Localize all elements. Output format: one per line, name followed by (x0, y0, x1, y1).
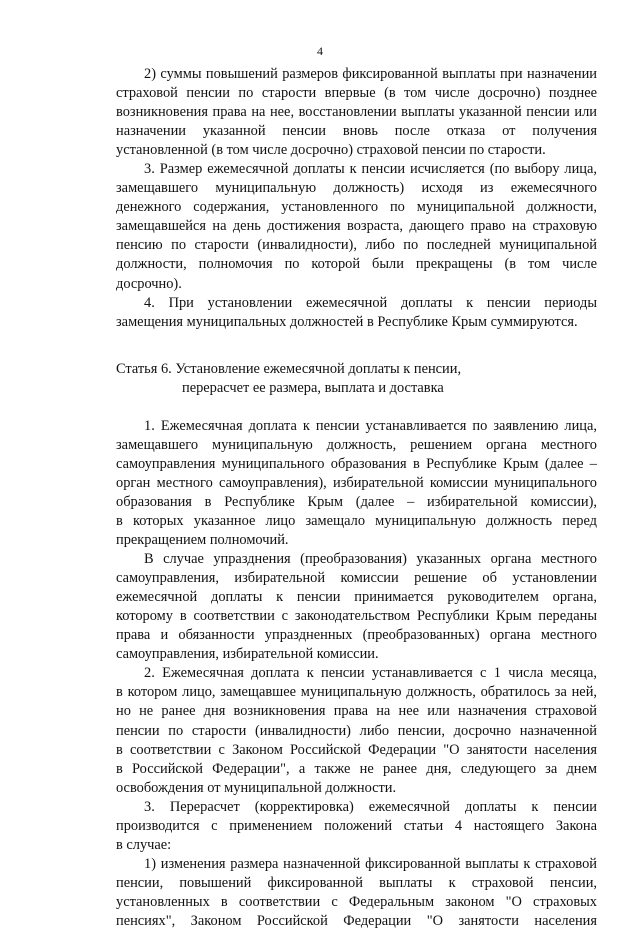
text-line: должности, полномочия по которой были прекращены (в том числе (116, 256, 597, 273)
text-line: пенсию по старости (инвалидности), либо по последней муниципальной (116, 237, 597, 254)
text-line: пенсиях", Законом Российской Федерации "О занятости населения (116, 912, 597, 929)
text-line: в котором лицо, замещавшее муниципальную должность, обратилось за ней, (116, 684, 597, 701)
text-line: 4. При установлении ежемесячной доплаты к пенсии периоды (144, 294, 597, 311)
text-line: 3. Размер ежемесячной доплаты к пенсии исчисляется (по выбору лица, (144, 161, 597, 178)
text-line: замещавшего муниципальную должность, решением органа местного (116, 436, 597, 453)
text-line: орган местного самоуправления), избирательной комиссии муниципального (116, 474, 597, 491)
text-line: назначении указанной пенсии вновь после отказа от получения (116, 123, 597, 140)
text-line: 2. Ежемесячная доплата к пенсии устанавливается с 1 числа месяца, (144, 665, 597, 682)
text-line: самоуправления, избирательной комиссии решение об установлении (116, 570, 597, 587)
text-line: возникновения права на нее, восстановлении выплаты указанной пенсии или (116, 104, 597, 121)
text-line: В случае упразднения (преобразования) указанных органа местного (144, 551, 597, 568)
text-line: страховой пенсии по старости впервые (в том числе досрочно) позднее (116, 85, 597, 102)
article6-heading-line2: перерасчет ее размера, выплата и доставка (182, 379, 444, 396)
text-line: прекращением полномочий. (116, 532, 289, 549)
article5-item2-paragraph (116, 65, 597, 160)
text-line: 2) суммы повышений размеров фиксированной выплаты при назначении (144, 66, 597, 82)
text-line: но не ранее дня возникновения права на нее или назначения страховой (116, 703, 597, 720)
text-line: освобождения от муниципальной должности. (116, 779, 397, 796)
article6-item1-abolition-paragraph (116, 550, 597, 664)
text-line: 3. Перерасчет (корректировка) ежемесячной доплаты к пенсии (144, 798, 597, 815)
text-line: установленной (в том числе досрочно) страховой пенсии по старости. (116, 142, 546, 159)
text-line: образования в Республике Крым (далее – избирательной комиссии), (116, 493, 597, 510)
text-line: денежного содержания, установленного по муниципальной должности, (116, 199, 597, 216)
article6-heading-line1: Статья 6. Установление ежемесячной доплаты к пенсии, (116, 360, 462, 377)
text-line: пенсии, повышений фиксированной выплаты к страховой пенсии, (116, 874, 597, 891)
text-line: 1. Ежемесячная доплата к пенсии устанавливается по заявлению лица, (144, 417, 597, 434)
article6-item3-sub1-paragraph (116, 855, 597, 931)
text-line: 1) изменения размера назначенной фиксированной выплаты к страховой (144, 855, 597, 872)
article6-item3-paragraph (116, 798, 597, 855)
text-line: права и обязанности упраздненных (преобразованных) органа местного (116, 627, 597, 644)
text-line: пенсии по старости (инвалидности) либо пенсии, досрочно назначенной (116, 722, 597, 739)
text-line: замещения муниципальных должностей в Республике Крым суммируются. (116, 313, 578, 330)
article5-item4-paragraph (116, 294, 597, 332)
article6-item2-paragraph (116, 664, 597, 797)
text-line: замещавшего муниципальную должность) исходя из ежемесячного (116, 180, 597, 197)
text-line: производится с применением положений статьи 4 настоящего Закона (116, 817, 597, 834)
text-line: досрочно). (116, 275, 182, 292)
text-line: ежемесячной доплаты к пенсии принимается руководителем органа, (116, 589, 597, 606)
article6-item1-paragraph (116, 417, 597, 550)
spacer (116, 332, 597, 360)
text-line: самоуправления, избирательной комиссии. (116, 646, 379, 663)
page-number: 4 (317, 44, 323, 58)
text-line: в случае: (116, 836, 172, 853)
text-line: установленных в соответствии с Федеральным законом "О страховых (116, 893, 597, 910)
text-line: замещавшейся на день достижения возраста, дающего право на страховую (116, 218, 597, 235)
text-line: в соответствии с Законом Российской Федерации "О занятости населения (116, 741, 597, 758)
text-line: которому в соответствии с законодательством Республики Крым переданы (116, 608, 597, 625)
article5-item3-paragraph (116, 160, 597, 293)
article6-heading (116, 360, 597, 398)
text-line: в Российской Федерации", а также не ранее дня, следующего за днем (116, 760, 597, 777)
document-body (116, 65, 597, 931)
text-line: самоуправления муниципального образования в Республике Крым (далее – (116, 455, 597, 472)
spacer (116, 398, 597, 417)
text-line: в которых указанное лицо замещало муниципальную должность перед (116, 512, 597, 529)
